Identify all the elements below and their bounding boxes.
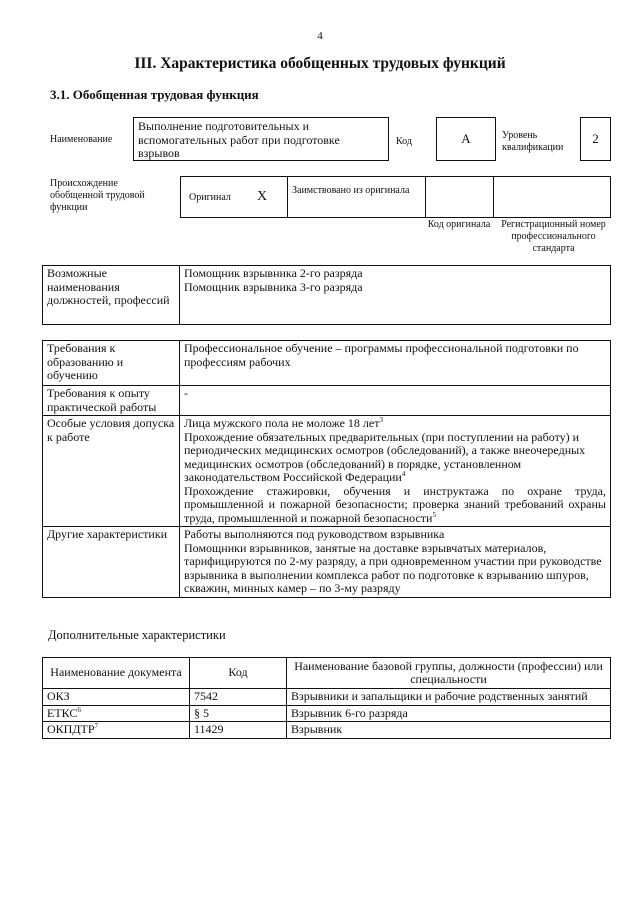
positions-values [180,266,611,325]
header-doc: Наименование документа [43,658,190,689]
table-row [43,705,611,722]
footnote-ref: 3 [379,416,383,424]
positions-table [42,265,611,325]
footnote-ref: 5 [432,510,436,519]
origin-table [180,176,611,218]
borrowed-label: Заимствовано из оригинала [292,185,410,196]
row-name: Взрывники и запальщики и рабочие родственных занятий [287,689,611,706]
req-education-value: Профессиональное обучение – программы профессиональной подготовки по профессиям рабочих [180,341,611,386]
subsection-title: 3.1. Обобщенная трудовая функция [50,87,259,102]
row-name: Взрывник 6-го разряда [287,705,611,722]
positions-label: Возможные наименования должностей, профессий [43,266,180,325]
header-code: Код [190,658,287,689]
other-line: Работы выполняются под руководством взрывника [184,527,445,541]
code-label: Код [396,136,412,147]
row-doc: ОКПДТР$^7$ [43,722,190,739]
section-title: III. Характеристика обобщенных трудовых функций [134,55,506,72]
row-code: § 5 [190,705,287,722]
row-doc: ЕТКС$^6$ [43,705,190,722]
function-name: Выполнение подготовительных и вспомогательных работ при подготовке взрывов [138,119,340,160]
req-education-label: Требования к образованию и обучению [43,341,180,386]
original-label: Оригинал [189,192,231,203]
row-doc: ОКЗ [43,689,190,706]
row-code: 11429 [190,722,287,739]
original-mark: X [257,189,268,204]
footnote-ref: 4 [401,470,406,478]
code-original-caption: Код оригинала [427,219,491,230]
level-label: Уровень квалификации [502,130,564,153]
row-name: Взрывник [287,722,611,739]
footnote-ref: 7 [94,722,99,730]
table-row [43,722,611,739]
table-row [43,689,611,706]
position-item: Помощник взрывника 3-го разряда [184,279,363,294]
position-item: Помощник взрывника 2-го разряда [184,266,363,280]
additional-table [42,657,611,739]
registration-caption: Регистрационный номер профессионального стандарта [501,219,606,254]
admission-line: Прохождение стажировки, обучения и инструктажа по охране труда, промышленной и пожарной безопасности; проверка знаний требований охраны труда, промышленной и пожарной безопасности [184,483,606,525]
req-experience-value: - [180,386,611,416]
code-value: А [461,131,471,146]
row-code: 7542 [190,689,287,706]
level-value: 2 [592,131,599,146]
req-experience-label: Требования к опыту практической работы [43,386,180,416]
admission-line: Лица мужского пола не моложе 18 лет [184,416,380,430]
req-admission-value [180,416,611,527]
page-number: 4 [317,30,323,42]
origin-label: Происхождение обобщенной трудовой функции [50,178,145,213]
req-other-label: Другие характеристики [43,527,180,598]
footnote-ref: 6 [77,705,81,714]
req-admission-label: Особые условия допуска к работе [43,416,180,527]
level-value-box [580,117,611,161]
code-value-box [436,117,496,161]
admission-line: Прохождение обязательных предварительных (при поступлении на работу) и периодических медицинских осмотров (обследований), а также внеочередных медицинских осмотров (обследований) в порядке, установленном законодательством Российской Федерации [184,429,586,484]
req-other-value [180,527,611,598]
additional-title: Дополнительные характеристики [48,628,226,642]
other-line: Помощники взрывников, занятые на доставке взрывчатых материалов, тарифицируются по 2-му разряду, а при одновременном участии при руководстве взрывника в выполнении комплекса работ по подготовке к взрыванию шпуров, скважин, минных камер – по 3-му разряду [184,540,602,595]
name-label: Наименование [50,134,113,145]
header-name: Наименование базовой группы, должности (профессии) или специальности [287,658,611,689]
requirements-table [42,340,611,598]
function-name-box [133,117,389,161]
